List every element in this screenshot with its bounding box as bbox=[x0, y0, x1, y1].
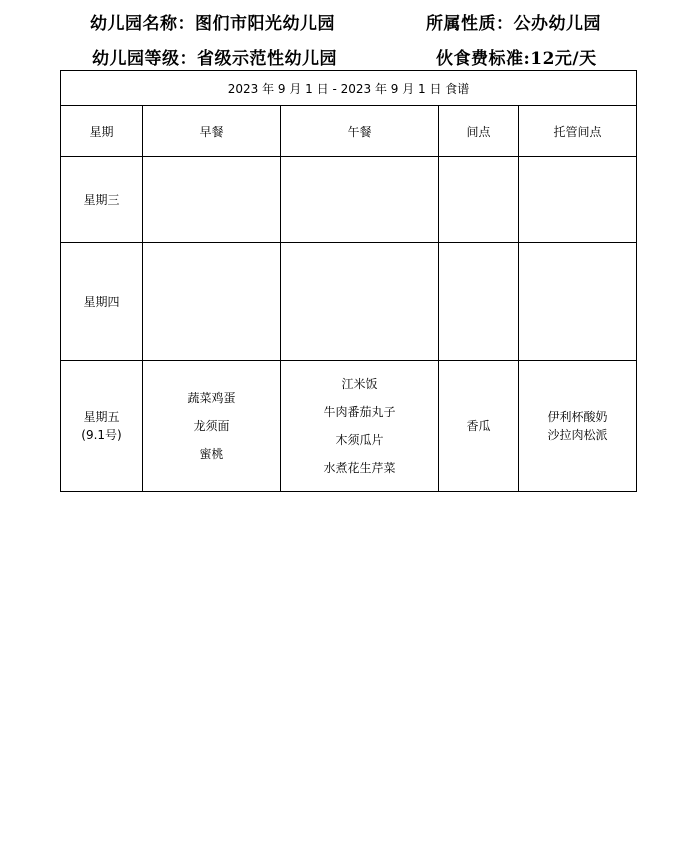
menu-item: 沙拉肉松派 bbox=[547, 428, 608, 442]
lunch-cell bbox=[281, 361, 439, 492]
weekday-label: 星期五 bbox=[83, 410, 120, 424]
snack-cell bbox=[439, 157, 519, 243]
column-header-row bbox=[61, 106, 637, 157]
menu-item: 龙须面 bbox=[193, 419, 230, 433]
lunch-cell bbox=[281, 157, 439, 243]
column-header-snack: 间点 bbox=[439, 106, 519, 157]
snack-cell bbox=[439, 361, 519, 492]
menu-title-row bbox=[61, 71, 637, 106]
kindergarten-nature: 所属性质：公办幼儿园 bbox=[426, 14, 601, 34]
breakfast-cell bbox=[143, 361, 281, 492]
care-snack-cell bbox=[519, 243, 637, 361]
menu-date-range-title: 2023 年 9 月 1 日 - 2023 年 9 月 1 日 食谱 bbox=[61, 71, 637, 106]
column-header-care-snack: 托管间点 bbox=[519, 106, 637, 157]
weekday-cell bbox=[61, 361, 143, 492]
breakfast-cell bbox=[143, 243, 281, 361]
column-header-weekday: 星期 bbox=[61, 106, 143, 157]
meal-fee-standard: 伙食费标准:12元/天 bbox=[436, 49, 597, 69]
weekday-cell: 星期四 bbox=[61, 243, 143, 361]
table-row bbox=[61, 157, 637, 243]
menu-item: 牛肉番茄丸子 bbox=[323, 405, 396, 419]
weekly-menu-table bbox=[60, 70, 637, 492]
kindergarten-name: 幼儿园名称：图们市阳光幼儿园 bbox=[90, 14, 335, 34]
menu-item: 水煮花生芹菜 bbox=[323, 461, 396, 475]
table-row bbox=[61, 243, 637, 361]
snack-cell bbox=[439, 243, 519, 361]
menu-item: 香瓜 bbox=[466, 419, 491, 433]
care-snack-cell bbox=[519, 157, 637, 243]
date-label: (9.1号) bbox=[81, 428, 122, 442]
lunch-cell bbox=[281, 243, 439, 361]
menu-item: 蜜桃 bbox=[199, 447, 224, 461]
kindergarten-level: 幼儿园等级：省级示范性幼儿园 bbox=[92, 49, 337, 69]
menu-item: 伊利杯酸奶 bbox=[547, 410, 608, 424]
table-row bbox=[61, 361, 637, 492]
menu-item: 江米饭 bbox=[341, 377, 378, 391]
weekday-cell: 星期三 bbox=[61, 157, 143, 243]
menu-item: 蔬菜鸡蛋 bbox=[187, 391, 236, 405]
menu-item: 木须瓜片 bbox=[335, 433, 384, 447]
column-header-breakfast: 早餐 bbox=[143, 106, 281, 157]
breakfast-cell bbox=[143, 157, 281, 243]
care-snack-cell bbox=[519, 361, 637, 492]
column-header-lunch: 午餐 bbox=[281, 106, 439, 157]
